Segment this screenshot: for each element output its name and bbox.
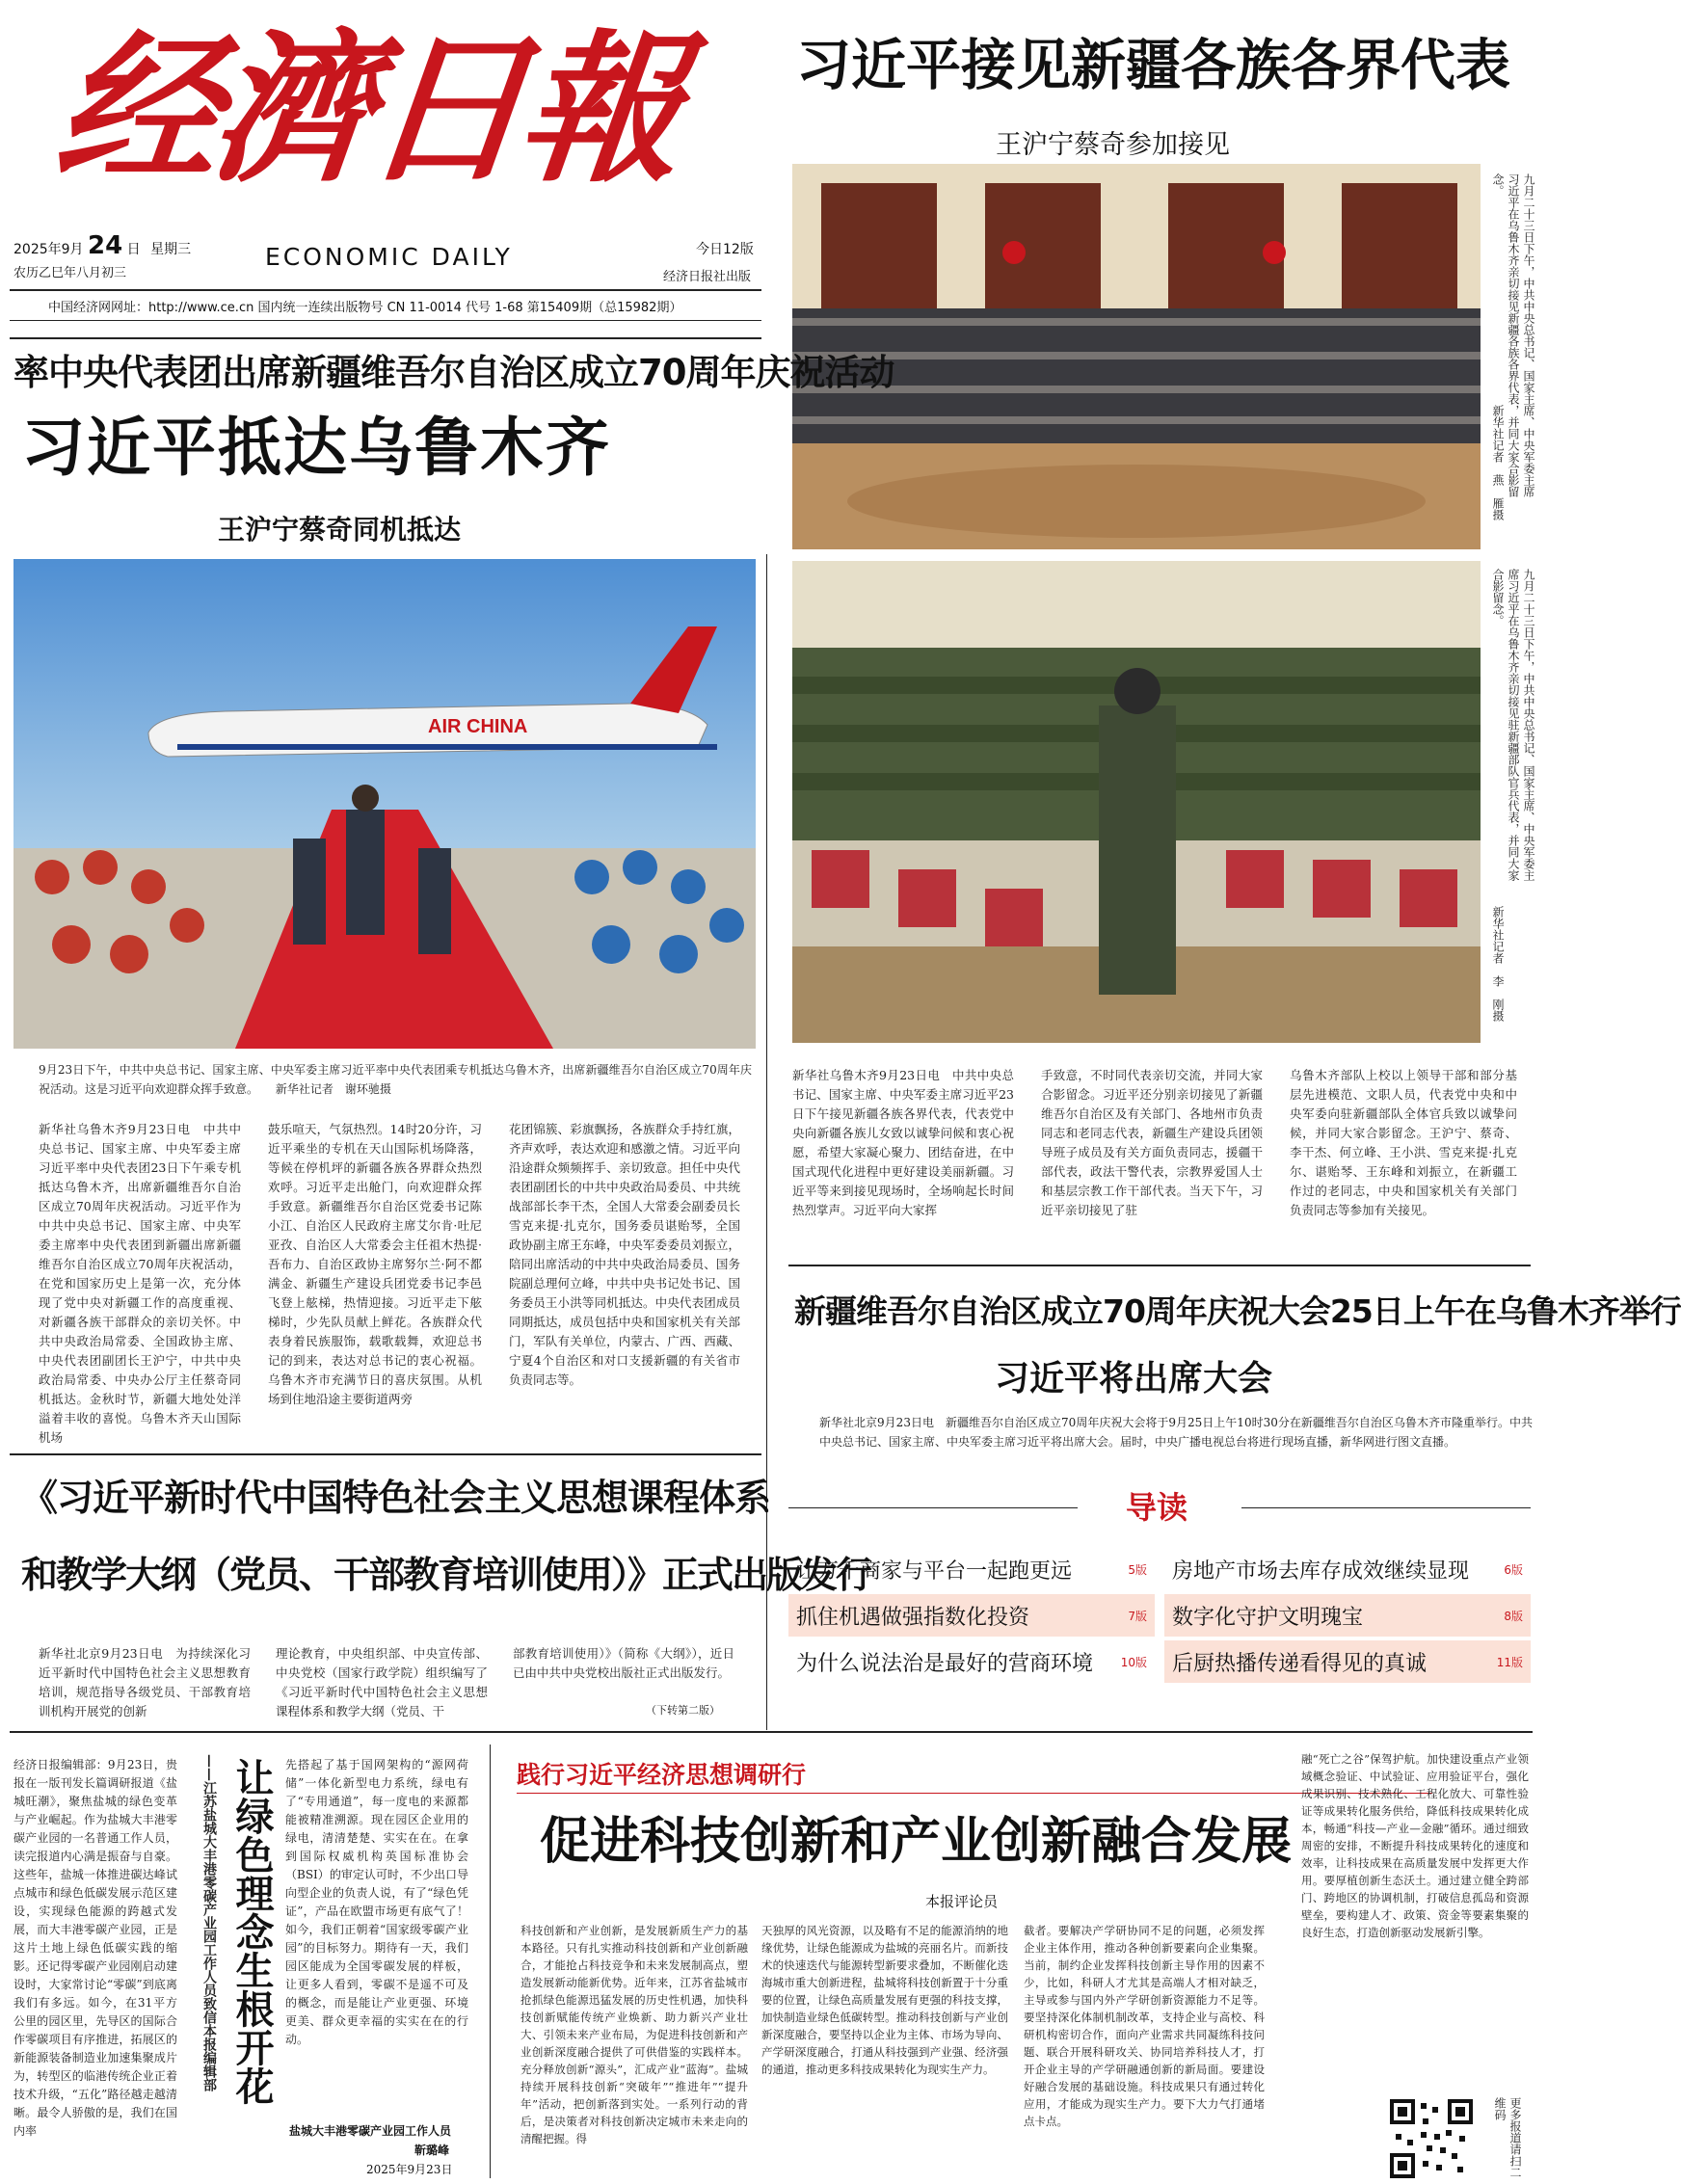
main-kicker: 率中央代表团出席新疆维吾尔自治区成立70周年庆祝活动 [13, 352, 894, 393]
hall-photo-svg [792, 164, 1481, 549]
photo1-credit: 新华社记者 燕 雁摄 [1491, 405, 1505, 520]
green-sign-date: 2025年9月23日 [366, 2163, 453, 2176]
index-item-page: 7版 [1128, 1609, 1147, 1623]
photo1-caption: 九月二十三日下午，中共中央总书记、国家主席、中央军委主席习近平在乌鲁木齐亲切接见新疆各族各界代表，并同大家合影留念。 [1491, 173, 1535, 497]
book-headline-line2: 和教学大纲（党员、干部教育培训使用）》正式出版发行 [21, 1554, 871, 1596]
green-vertical-subtitle: ——江苏盐城大丰港零碳产业园工作人员致信本报编辑部 [201, 1754, 217, 2091]
index-item-page: 11版 [1496, 1655, 1523, 1669]
index-item-text: 抓住机遇做强指数化投资 [796, 1605, 1030, 1630]
subhead: 王沪宁蔡奇参加接见 [996, 130, 1230, 160]
photo-credit: 新华社记者 谢环驰摄 [275, 1082, 391, 1096]
main-headline: 习近平抵达乌鲁木齐 [21, 411, 611, 485]
green-col-2: 先搭起了基于国网架构的“源网荷储”一体化新型电力系统，绿电有了“专用通道”，每一度电的来源都能被精准溯源。现在园区企业用的绿电，清清楚楚、实实在在。在拿到国际权威机构英国标准协会（BSI）的审定认可时，不少出口导向型企业的负责人说，有了“绿色凭证”，产品在欧盟市场更有底气了！如今，我们正朝着“国家级零碳产业园”的目标努力。期待有一天，我们园区能成为全国零碳发展的样板，让更多人看到，零碳不是遥不可及的概念，而是能让产业更强、环境更美、群众更幸福的实实在在的行动。 [285, 1758, 468, 2046]
continued-note: （下转第二版） [646, 1704, 720, 1717]
index-item[interactable] [788, 1640, 1155, 1683]
edition-count: 今日12版 [696, 242, 754, 257]
celebration-body: 新华社北京9月23日电 新疆维吾尔自治区成立70周年庆祝大会将于9月25日上午10时30分在新疆维吾尔自治区乌鲁木齐市隆重举行。中共中央总书记、国家主席、中央军委主席习近平将出席大会。届时，中央广播电视总台将进行现场直播，新华网进行图文直播。 [819, 1416, 1533, 1449]
index-item-page: 10版 [1120, 1655, 1147, 1669]
info-line: 中国经济网网址：http://www.ce.cn 国内统一连续出版物号 CN 11-0014 代号 1-68 第15409期（总15982期） [48, 301, 682, 315]
qr-note: 更多报道请扫二维码 [1493, 2097, 1522, 2178]
book-top-rule [10, 1453, 761, 1455]
green-col-1: 经济日报编辑部：9月23日，贵报在一版刊发长篇调研报道《盐城旺潮》，聚焦盐城的绿色变革与产业崛起。作为盐城大丰港零碳产业园的一名普通工作人员，读完报道内心满是振奋与自豪。这些年，盐城一体推进碳达峰试点城市和绿色低碳发展示范区建设，实现绿色能源的跨越式发展，而大丰港零碳产业园，正是这片土地上绿色低碳实践的缩影。还记得零碳产业园刚启动建设时，大家常讨论“零碳”到底离我们有多远。如今，在31平方公里的园区里，先导区的国际合作零碳项目有序推进，拓展区的新能源装备制造业加速集聚成片为，转型区的临港传统企业正着技术升级，“五化”路径越走越清晰。最令人骄傲的是，我们在国内率 [13, 1758, 177, 2138]
commentary-col-3: 截者。要解决产学研协同不足的问题，必须发挥企业主体作用，推动各种创新要素向企业集聚。当前，制约企业发挥科技创新主导作用的因素不少，比如，科研人才尤其是高端人才相对缺乏，主导或参与国内外产学研创新资源能力不足等。要坚持深化体制机制改革，支持企业与高校、科研机构密切合作，面向产业需求共同凝练科技问题、联合开展科研攻关、协同培养科技人才，打开企业主导的产学研融通创新的新局面。要建设好融合发展的基础设施。科技成果只有通过转化应用，才能成为现实生产力。要下大力气打通堵点卡点。 [1024, 1924, 1265, 2128]
main-subhead: 王沪宁蔡奇同机抵达 [218, 514, 462, 546]
main-col-1: 新华社乌鲁木齐9月23日电 中共中央总书记、国家主席、中央军委主席习近平率中央代表团23日下午乘专机抵达乌鲁木齐，出席新疆维吾尔自治区成立70周年庆祝活动。习近平作为中共中央总书记、国家主席、中央军委主席率中央代表团到新疆出席新疆维吾尔自治区成立70周年庆祝活动，在党和国家历史上是第一次，充分体现了党中央对新疆工作的高度重视、对新疆各族干部群众的亲切关怀。中共中央政治局常委、全国政协主席、中央代表团副团长王沪宁，中共中央政治局常委、中央办公厅主任蔡奇同机抵达。金秋时节，新疆大地处处洋溢着丰收的喜悦。乌鲁木齐天山国际机场 [39, 1122, 241, 1445]
celebration-top-rule [788, 1265, 1531, 1266]
index-item-text: 房地产市场去库存成效继续显现 [1172, 1558, 1470, 1584]
masthead-rule-bottom [10, 320, 761, 321]
index-item-text: 让万千商家与平台一起跑更远 [796, 1558, 1073, 1584]
main-story-top-rule [10, 337, 761, 339]
index-item[interactable] [1164, 1640, 1531, 1683]
index-item-page: 8版 [1504, 1609, 1523, 1623]
green-sign-name: 靳璐峰 [414, 2144, 450, 2157]
military-reception-photo [792, 561, 1481, 1043]
main-col-2: 鼓乐喧天，气氛热烈。14时20分许，习近平乘坐的专机在天山国际机场降落，等候在停机坪的新疆各族各界群众热烈欢呼。习近平走出舱门，向欢迎群众挥手致意。新疆维吾尔自治区党委书记陈小江、自治区人民政府主席艾尔肯·吐尼亚孜、自治区人大常委会主任祖木热提·吾布力、自治区政协主席努尔兰·阿不都满金、新疆生产建设兵团党委书记李邑飞登上舷梯，热情迎接。习近平走下舷梯时，少先队员献上鲜花。各族群众代表身着民族服饰，载歌载舞，欢迎总书记的到来，表达对总书记的衷心祝福。乌鲁木齐市充满节日的喜庆氛围。从机场到住地沿途主要街道两旁 [268, 1122, 482, 1406]
masthead-rule [10, 289, 761, 291]
date-line [13, 231, 191, 260]
military-photo-svg [792, 561, 1481, 1043]
commentary-col-2: 天独厚的风光资源，以及略有不足的能源消纳的地缘优势，让绿色能源成为盐城的亮丽名片。而新技术的快速迭代与能源转型新要求叠加，不断催化迭海城市重大创新进程，盐城将科技创新置于十分重要的位置，让绿色高质量发展有更强的科技支撑，加快制造业绿色低碳转型。推动科技创新与产业创新深度融合，要坚持以企业为主体、市场为导向、产学研深度融合，打通从科技强到产业强、经济强的通道，推动更多科技成果转化为现实生产力。 [761, 1924, 1008, 2076]
meeting-col-2: 手致意，不时同代表亲切交流，并同大家合影留念。习近平还分别亲切接见了新疆维吾尔自治区及有关部门、各地州市负责同志和老同志代表，新疆生产建设兵团领导班子成员及有关方面负责同志，援疆干部代表，政法干警代表，宗教界爱国人士和基层宗教工作干部代表。当天下午，习近平亲切接见了驻 [1041, 1068, 1263, 1217]
celebration-subhead: 习近平将出席大会 [995, 1359, 1273, 1398]
meeting-col-1: 新华社乌鲁木齐9月23日电 中共中央总书记、国家主席、中央军委主席习近平23日下午接见新疆各族各界代表，代表党中央向新疆各族儿女致以诚挚问候和衷心祝愿，希望大家凝心聚力、团结奋进，在中国式现代化进程中更好建设美丽新疆。习近平等来到接见现场时，全场响起长时间热烈掌声。习近平向大家挥 [792, 1068, 1014, 1217]
issue-date: 2025年9月 [13, 242, 84, 257]
index-rule-right [1241, 1507, 1531, 1508]
commentary-author: 本报评论员 [925, 1893, 999, 1910]
masthead [0, 0, 771, 328]
commentary-kicker-rule [517, 1793, 1432, 1794]
index-item[interactable] [1164, 1594, 1531, 1637]
commentary-col-4: 融“死亡之谷”保驾护航。加快建设重点产业领域概念验证、中试验证、应用验证平台，强化成果识别、技术熟化、工程化放大、可靠性验证等成果转化服务供给，降低科技成果转化成本，畅通“科技—产业—金融”循环。通过细致周密的安排，不断提升科技成果转化的速度和效率，让科技成果在高质量发展中发挥更大作用。要厚植创新生态沃土。通过建立健全跨部门、跨地区的协调机制，打破信息孤岛和资源壁垒，要构建人才、政策、资金等要素集聚的良好生态，打造创新驱动发展新引擎。 [1301, 1752, 1529, 1939]
arrival-photo [13, 559, 756, 1049]
arrival-photo-caption [39, 1060, 752, 1103]
photo2-caption: 九月二十三日下午，中共中央总书记、国家主席、中央军委主席习近平在乌鲁木齐亲切接见驻新疆部队官兵代表，并同大家合影留念。 [1491, 569, 1535, 881]
arrival-photo-svg [13, 559, 756, 1049]
book-headline-line1: 《习近平新时代中国特色社会主义思想课程体系 [21, 1477, 771, 1519]
index-item-text: 为什么说法治是最好的营商环境 [796, 1651, 1094, 1676]
lower-section-rule [10, 1731, 1533, 1733]
lunar-date: 农历乙巳年八月初三 [13, 266, 127, 280]
publisher: 经济日报社出版 [663, 270, 752, 284]
headline: 习近平接见新疆各族各界代表 [796, 34, 1510, 97]
index-item-text: 后厨热播传递看得见的真诚 [1172, 1651, 1428, 1676]
green-sign-org: 盐城大丰港零碳产业园工作人员 [289, 2124, 452, 2138]
qr-code-svg [1388, 2097, 1475, 2180]
issue-day-unit: 日 [126, 242, 141, 257]
photo2-credit: 新华社记者 李 刚摄 [1491, 906, 1505, 1022]
commentary-col-1: 科技创新和产业创新，是发展新质生产力的基本路径。只有扎实推动科技创新和产业创新融合，才能抢占科技竞争和未来发展制高点，塑造发展新动能新优势。近年来，江苏省盐城市抢抓绿色能源迅猛发展的历史性机遇，加快科技创新赋能传统产业焕新、助力新兴产业壮大、引领未来产业布局，为促进科技创新和产业创新深度融合提供了可供借鉴的实践样本。充分释放创新“源头”，汇成产业“蓝海”。盐城持续开展科技创新“突破年”“推进年”“提升年”活动，把创新落到实处。一系列行动的背后，是决策者对科技创新决定城市未来走向的清醒把握。得 [520, 1924, 748, 2145]
index-item[interactable] [1164, 1548, 1531, 1590]
main-col-3: 花团锦簇、彩旗飘扬，各族群众手持红旗，齐声欢呼，表达欢迎和感激之情。习近平向沿途群众频频挥手、亲切致意。担任中央代表团副团长的中共中央政治局委员、中共统战部部长李干杰，全国人大常委会副委员长雪克来提·扎克尔，国务委员谌贻琴，全国政协副主席王东峰，中央军委委员刘振立，陪同出席活动的中共中央政治局委员、国务院副总理何立峰，中共中央书记处书记、国务委员王小洪等同机抵达。中央代表团成员同期抵达，成员包括中央和国家机关有关部门，军队有关单位，内蒙古、广西、西藏、宁夏4个自治区和对口支援新疆的有关省市负责同志等。 [509, 1122, 740, 1387]
commentary-kicker: 践行习近平经济思想调研行 [517, 1761, 807, 1789]
meeting-col-3: 乌鲁木齐部队上校以上领导干部和部分基层先进模范、文职人员，代表党中央和中央军委向驻新疆部队全体官兵致以诚挚问候，并同大家合影留念。王沪宁、蔡奇、李干杰、何立峰、王小洪、雪克来提·扎克尔、谌贻琴、王东峰和刘振立，在新疆工作过的老同志，中央和国家机关有关部门负责同志等参加有关接见。 [1290, 1068, 1517, 1217]
index-item-text: 数字化守护文明瑰宝 [1172, 1605, 1364, 1630]
masthead-logo: 经濟日報 [47, 13, 685, 204]
index-box [788, 1484, 1531, 1725]
index-item-page: 5版 [1128, 1562, 1147, 1577]
weekday: 星期三 [150, 242, 192, 257]
aircraft-livery: AIR CHINA [428, 716, 528, 737]
qr-code[interactable] [1388, 2097, 1475, 2180]
story-top-right [771, 0, 1542, 1253]
green-vertical-title: 让绿色理念生根开花 [229, 1758, 274, 2105]
book-col-3: 部教育培训使用）》（简称《大纲》），近日已由中共中央党校出版社正式出版发行。 [513, 1646, 734, 1680]
photo-caption-text: 9月23日下午，中共中央总书记、国家主席、中央军委主席习近平率中央代表团乘专机抵达乌鲁木齐，出席新疆维吾尔自治区成立70周年庆祝活动。这是习近平向欢迎群众挥手致意。 [39, 1063, 752, 1096]
english-title: ECONOMIC DAILY [265, 243, 513, 271]
index-item-page: 6版 [1504, 1562, 1523, 1577]
book-col-2: 理论教育，中央组织部、中央宣传部、中央党校（国家行政学院）组织编写了《习近平新时代中国特色社会主义思想课程体系和教学大纲（党员、干 [276, 1646, 488, 1718]
group-photo-hall [792, 164, 1481, 549]
green-divider [490, 1745, 491, 2178]
issue-day: 24 [88, 231, 123, 260]
celebration-headline: 新疆维吾尔自治区成立70周年庆祝大会25日上午在乌鲁木齐举行 [794, 1292, 1681, 1330]
index-title: 导读 [1126, 1489, 1188, 1526]
commentary-headline: 促进科技创新和产业创新融合发展 [540, 1813, 1293, 1871]
index-rule-left [788, 1507, 1078, 1508]
book-col-1: 新华社北京9月23日电 为持续深化习近平新时代中国特色社会主义思想教育培训，规范指导各级党员、干部教育培训机构开展党的创新 [39, 1646, 251, 1718]
